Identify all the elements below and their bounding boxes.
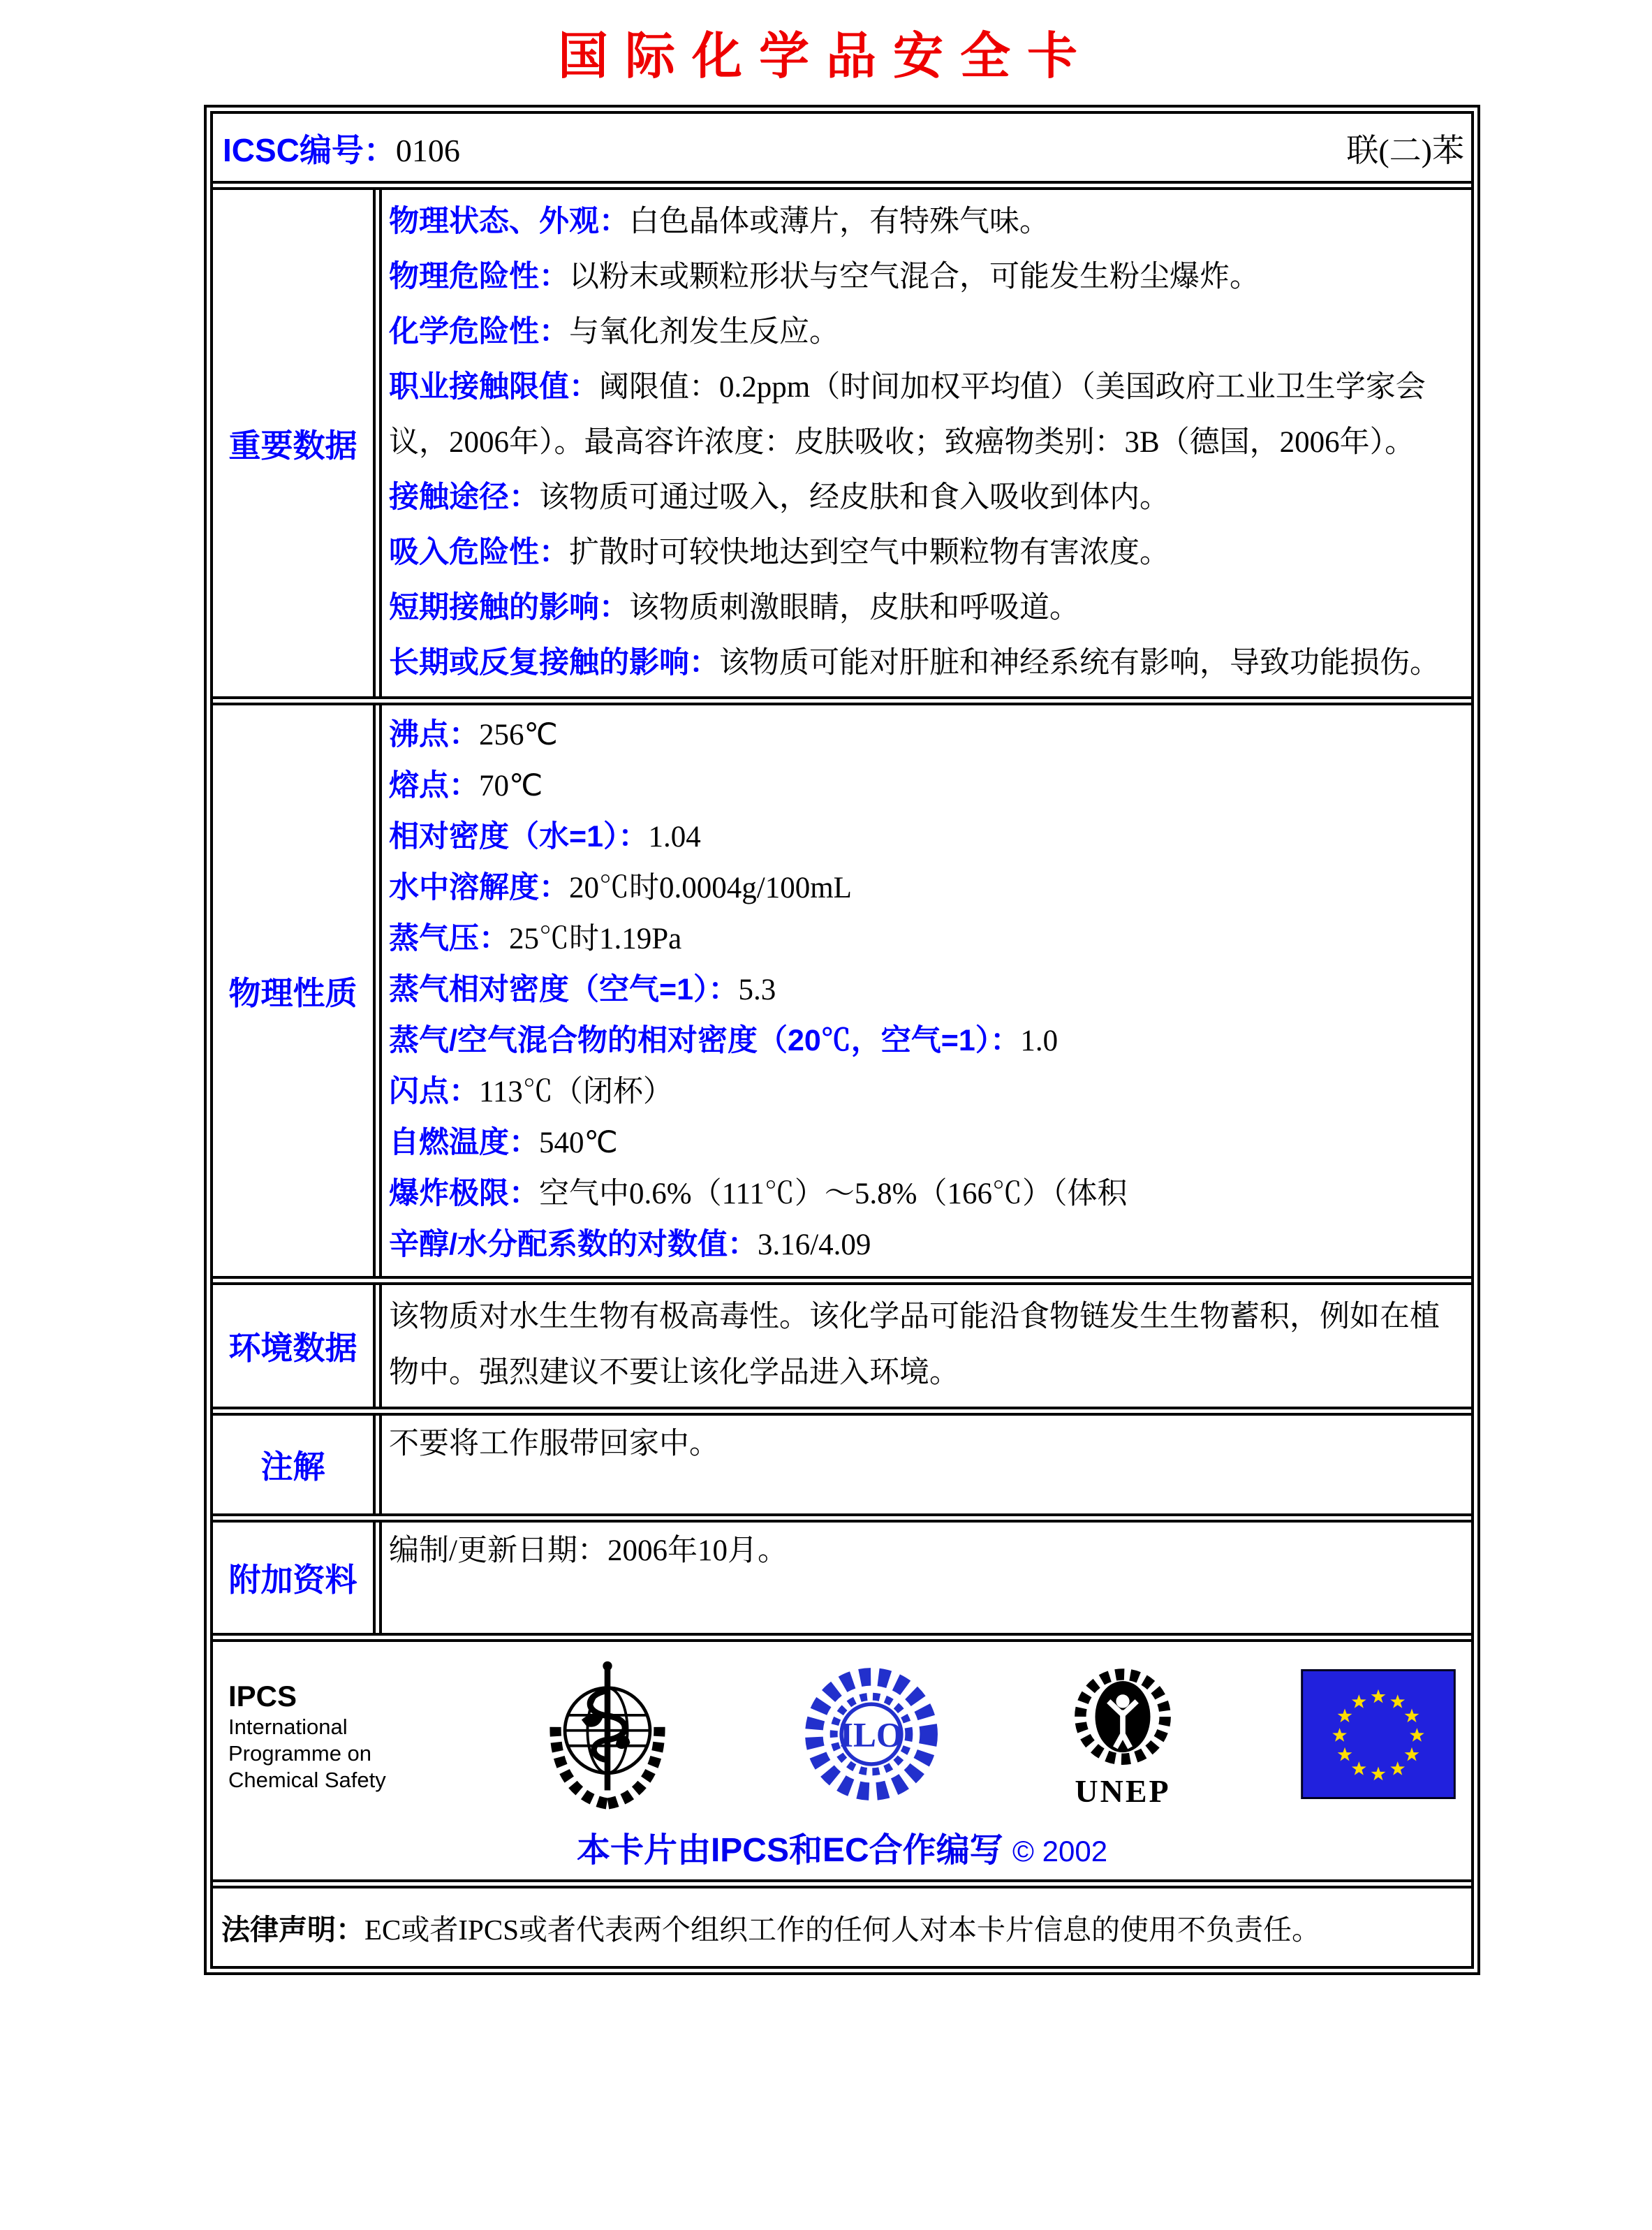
physical-properties-content [382, 705, 1471, 1276]
physical-property-item [389, 964, 1461, 1015]
item-text: 20℃时0.0004g/100mL [569, 872, 852, 904]
section-important-data [213, 181, 1471, 696]
physical-property-item [389, 1117, 1461, 1168]
important-data-item [389, 249, 1461, 305]
item-label: 物理危险性： [389, 260, 569, 293]
copyright-text: © 2002 [1012, 1835, 1108, 1868]
item-text: 1.0 [1020, 1025, 1059, 1057]
item-label: 辛醇/水分配系数的对数值： [389, 1228, 758, 1261]
item-text: 白色晶体或薄片，有特殊气味。 [629, 205, 1049, 238]
item-text: 1.04 [648, 821, 701, 853]
item-label: 蒸气/空气混合物的相对密度（20℃，空气=1）： [389, 1024, 1021, 1057]
credit-text: 本卡片由IPCS和EC合作编写 [576, 1832, 1003, 1869]
important-data-item [389, 636, 1461, 691]
important-data-item [389, 305, 1461, 360]
item-label: 熔点： [389, 769, 479, 802]
physical-property-item [389, 1168, 1461, 1219]
legal-row [213, 1879, 1471, 1966]
physical-property-item [389, 812, 1461, 863]
ilo-monogram: ILO [839, 1715, 904, 1754]
item-text: 25℃时1.19Pa [509, 923, 682, 955]
item-text: 与氧化剂发生反应。 [569, 316, 839, 349]
icsc-number-value: 0106 [395, 133, 460, 168]
section-label-environmental-data: 环境数据 [213, 1285, 382, 1407]
section-additional-info [213, 1513, 1471, 1633]
environmental-data-content: 该物质对水生生物有极高毒性。该化学品可能沿食物链发生生物蓄积，例如在植物中。强烈建议不要让该化学品进入环境。 [389, 1300, 1440, 1389]
item-text: 该物质可能对肝脏和神经系统有影响，导致功能损伤。 [719, 647, 1440, 680]
physical-property-item [389, 1219, 1461, 1270]
ipcs-line: International [228, 1714, 348, 1739]
logos-row [213, 1633, 1471, 1879]
item-label: 水中溶解度： [389, 871, 569, 904]
item-text: 256℃ [479, 719, 558, 751]
important-data-item [389, 580, 1461, 636]
item-label: 蒸气压： [389, 922, 509, 955]
item-text: 阈限值：0.2ppm（时间加权平均值）（美国政府工业卫生学家会议，2006年）。最高容许浓度：皮肤吸收；致癌物类别：3B（德国，2006年）。 [389, 371, 1426, 459]
item-label: 化学危险性： [389, 315, 569, 349]
card-header-row [213, 114, 1471, 181]
item-text: 以粉末或颗粒形状与空气混合，可能发生粉尘爆炸。 [569, 261, 1260, 293]
physical-property-item [389, 1015, 1461, 1066]
physical-property-item [389, 914, 1461, 964]
section-environmental-data [213, 1276, 1471, 1407]
ipcs-acronym: IPCS [228, 1679, 297, 1712]
important-data-content [382, 190, 1471, 696]
legal-label: 法律声明： [221, 1914, 364, 1946]
chemical-name: 联(二)苯 [1346, 133, 1464, 168]
ipcs-line: Programme on [228, 1740, 372, 1766]
item-label: 自燃温度： [389, 1126, 539, 1159]
item-text: 5.3 [738, 974, 776, 1006]
section-notes [213, 1407, 1471, 1513]
important-data-item [389, 194, 1461, 249]
item-label: 长期或反复接触的影响： [389, 646, 719, 680]
ilo-logo-icon [798, 1659, 945, 1813]
unep-logo-block [1065, 1663, 1180, 1810]
physical-property-item [389, 1066, 1461, 1117]
item-label: 相对密度（水=1）： [389, 820, 649, 853]
item-text: 540℃ [539, 1127, 618, 1159]
item-label: 物理状态、外观： [389, 205, 629, 238]
physical-property-item [389, 863, 1461, 914]
item-text: 3.16/4.09 [757, 1228, 871, 1261]
physical-property-item [389, 761, 1461, 812]
notes-content: 不要将工作服带回家中。 [389, 1428, 719, 1460]
important-data-item [389, 470, 1461, 525]
item-text: 扩散时可较快地达到空气中颗粒物有害浓度。 [569, 536, 1170, 569]
item-label: 短期接触的影响： [389, 591, 629, 624]
section-label-notes: 注解 [213, 1416, 382, 1513]
item-label: 沸点： [389, 718, 479, 751]
important-data-item [389, 525, 1461, 580]
ipcs-block [228, 1679, 417, 1793]
item-label: 职业接触限值： [389, 370, 599, 404]
item-text: 该物质可通过吸入，经皮肤和食入吸收到体内。 [539, 481, 1170, 514]
item-label: 蒸气相对密度（空气=1）： [389, 973, 739, 1006]
item-label: 接触途径： [389, 481, 539, 514]
item-text: 空气中0.6%（111℃）～5.8%（166℃）（体积 [539, 1178, 1128, 1210]
item-text: 113℃（闭杯） [479, 1076, 673, 1108]
ipcs-line: Chemical Safety [228, 1767, 386, 1792]
section-label-physical-properties: 物理性质 [213, 705, 382, 1276]
important-data-item [389, 360, 1461, 470]
additional-info-content: 编制/更新日期：2006年10月。 [389, 1534, 788, 1567]
legal-text: EC或者IPCS或者代表两个组织工作的任何人对本卡片信息的使用不负责任。 [364, 1914, 1320, 1946]
section-label-important-data: 重要数据 [213, 190, 382, 696]
icsc-card-table [204, 105, 1480, 1975]
page-title: 国际化学品安全卡 [557, 29, 1094, 85]
item-label: 闪点： [389, 1075, 479, 1108]
unep-label: UNEP [1075, 1773, 1171, 1809]
icsc-number-label: ICSC编号： [223, 132, 396, 168]
logos-strip [224, 1656, 1460, 1816]
item-text: 70℃ [479, 770, 543, 802]
credit-line [224, 1823, 1460, 1871]
section-label-additional-info: 附加资料 [213, 1523, 382, 1633]
item-label: 吸入危险性： [389, 536, 569, 569]
eu-flag-icon [1301, 1669, 1456, 1803]
icsc-number-group [223, 125, 460, 171]
item-label: 爆炸极限： [389, 1177, 539, 1210]
physical-property-item [389, 710, 1461, 761]
item-text: 该物质刺激眼睛，皮肤和呼吸道。 [629, 592, 1079, 624]
section-physical-properties [213, 696, 1471, 1276]
who-logo-icon [538, 1656, 677, 1816]
